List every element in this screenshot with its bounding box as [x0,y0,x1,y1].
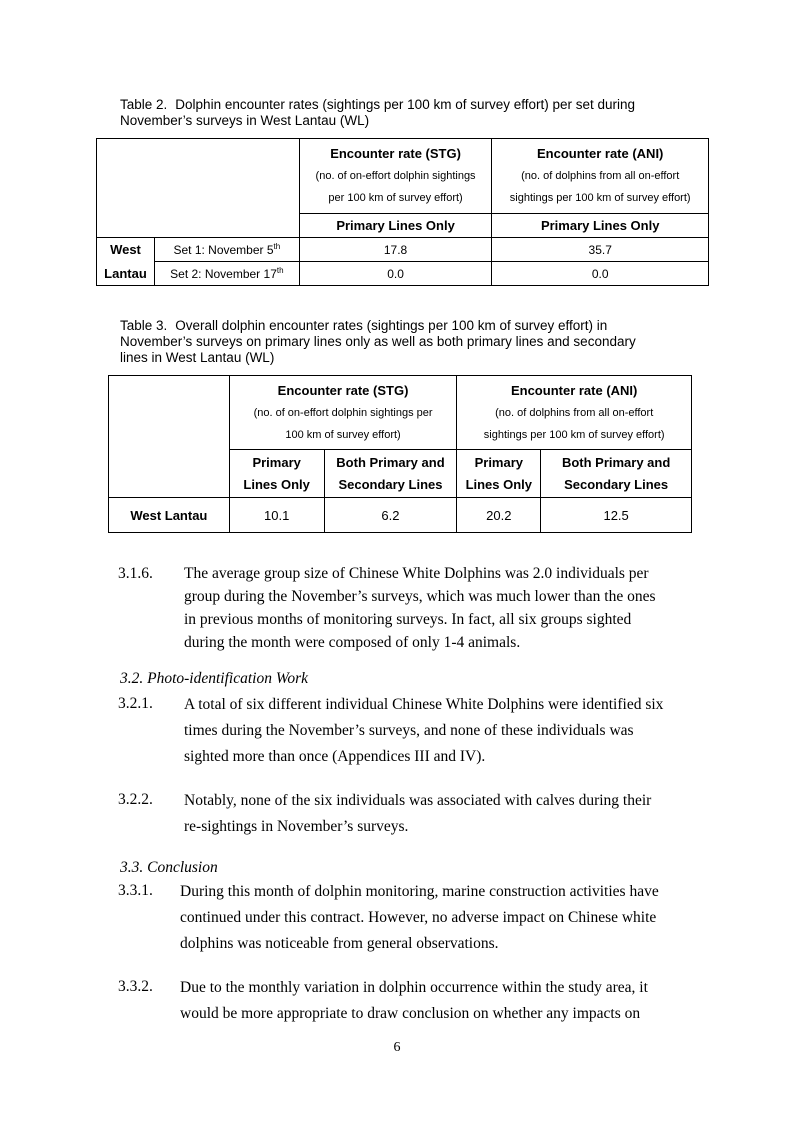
table3-value-ani-primary: 20.2 [457,498,541,533]
paragraph-line: re-sightings in November’s surveys. [184,818,409,835]
paragraph-line: times during the November’s surveys, and none of these individuals was [184,722,634,739]
paragraph-line: continued under this contract. However, no adverse impact on Chinese white [180,909,657,926]
table2-region-line1: West [97,238,155,262]
table2-stg-primary-only: Primary Lines Only [299,214,492,238]
table2-caption-line2: November’s surveys in West Lantau (WL) [120,113,370,128]
paragraph-line: in previous months of monitoring surveys. In fact, all six groups sighted [184,611,632,628]
paragraph-3-1-6 [118,562,718,654]
table2-set-label: Set 1: November 5th [154,238,299,262]
table-row [97,238,709,262]
table3-col-primary-ani: Primary Lines Only [457,450,541,498]
paragraph-number: 3.2.1. [118,695,153,712]
table3-col-primary-stg: Primary Lines Only [229,450,324,498]
table2-caption-number: Table 2. [120,97,168,112]
paragraph-line: during the month were composed of only 1-4 animals. [184,634,521,651]
table2-ani-value: 0.0 [492,262,709,286]
paragraph-line: sighted more than once (Appendices III and IV). [184,748,486,765]
table3-value-stg-primary: 10.1 [229,498,324,533]
table-row [97,262,709,286]
table3-caption-number: Table 3. [120,318,168,333]
table3 [108,375,692,533]
paragraph-line: would be more appropriate to draw conclusion on whether any impacts on [180,1005,641,1022]
page-number: 6 [393,1040,401,1055]
section-heading-3-2: 3.2. Photo-identification Work [120,670,308,687]
paragraph-line: Notably, none of the six individuals was associated with calves during their [184,792,652,809]
paragraph-line: The average group size of Chinese White Dolphins was 2.0 individuals per [184,565,649,582]
paragraph-line: Due to the monthly variation in dolphin occurrence within the study area, it [180,979,648,996]
paragraph-line: During this month of dolphin monitoring, marine construction activities have [180,883,659,900]
table3-value-ani-both: 12.5 [541,498,692,533]
table2-set-label: Set 2: November 17th [154,262,299,286]
paragraph-number: 3.1.6. [118,565,153,582]
paragraph-line: A total of six different individual Chinese White Dolphins were identified six [184,696,664,713]
table3-col-both-ani: Both Primary and Secondary Lines [541,450,692,498]
table2-caption-line1: Dolphin encounter rates (sightings per 100 km of survey effort) per set during [175,97,636,112]
table2-stg-value: 0.0 [299,262,492,286]
paragraph-number: 3.3.2. [118,978,153,995]
paragraph-number: 3.3.1. [118,882,153,899]
table3-row-label: West Lantau [109,498,230,533]
table2-ani-value: 35.7 [492,238,709,262]
paragraph-3-3-2 [118,975,718,1027]
table3-caption-line3: lines in West Lantau (WL) [120,350,275,365]
table2-caption [120,97,700,129]
table3-caption-line2: November’s surveys on primary lines only as well as both primary lines and secondary [120,334,636,349]
paragraph-3-2-1 [118,692,718,765]
paragraph-number: 3.2.2. [118,791,153,808]
paragraph-line: group during the November’s surveys, which was much lower than the ones [184,588,656,605]
table3-ani-header: Encounter rate (ANI) (no. of dolphins from all on-effort sightings per 100 km of survey effort) [457,376,692,450]
table-row [109,498,692,533]
section-heading-3-3: 3.3. Conclusion [120,859,218,876]
table3-value-stg-both: 6.2 [324,498,457,533]
table2-stg-value: 17.8 [299,238,492,262]
table2-region-line2: Lantau [97,262,155,286]
table2-empty-corner [97,139,300,238]
paragraph-line: dolphins was noticeable from general observations. [180,935,499,952]
table3-col-both-stg: Both Primary and Secondary Lines [324,450,457,498]
table2 [96,138,709,286]
paragraph-3-3-1 [118,879,718,957]
table3-caption [120,318,700,366]
paragraph-3-2-2 [118,788,718,840]
table3-caption-line1: Overall dolphin encounter rates (sightings per 100 km of survey effort) in [175,318,608,333]
table2-stg-header: Encounter rate (STG) (no. of on-effort dolphin sightings per 100 km of survey effort) [299,139,492,214]
table3-empty-corner [109,376,230,498]
table2-ani-header: Encounter rate (ANI) (no. of dolphins from all on-effort sightings per 100 km of survey effort) [492,139,709,214]
table2-ani-primary-only: Primary Lines Only [492,214,709,238]
table3-stg-header: Encounter rate (STG) (no. of on-effort dolphin sightings per 100 km of survey effort) [229,376,457,450]
